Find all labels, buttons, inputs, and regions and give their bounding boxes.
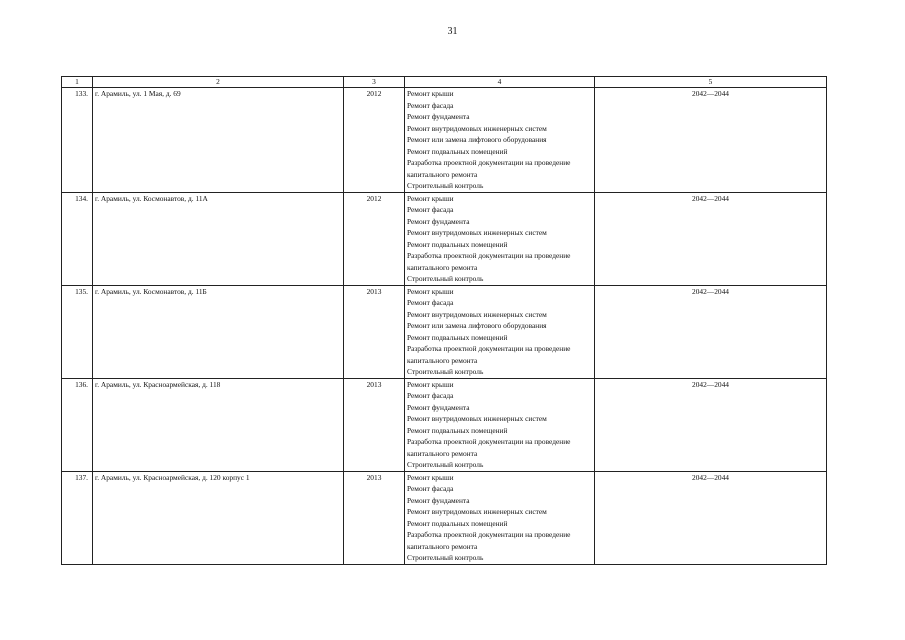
table-row: [62, 378, 827, 471]
address-cell: г. Арамиль, ул. 1 Мая, д. 69: [93, 88, 344, 193]
work-item: Ремонт крыши: [407, 193, 454, 203]
work-item: Ремонт фасада: [407, 298, 454, 307]
column-header-5: 5: [595, 77, 827, 88]
work-item: Ремонт фундамента: [407, 402, 470, 412]
work-item: Строительный контроль: [407, 274, 484, 283]
period-cell: 2042—2044: [595, 285, 827, 378]
works-cell: [405, 285, 595, 378]
work-item: Строительный контроль: [407, 181, 484, 190]
table-row: [62, 285, 827, 378]
work-item: Ремонт подвальных помещений: [407, 239, 508, 249]
work-item: Ремонт подвальных помещений: [407, 518, 508, 528]
year-cell: 2012: [344, 88, 405, 193]
work-item: Ремонт внутридомовых инженерных систем: [407, 228, 547, 237]
table-body: [62, 77, 827, 565]
work-item: Ремонт крыши: [407, 89, 454, 98]
period-cell: 2042—2044: [595, 378, 827, 471]
work-item: Ремонт фасада: [407, 205, 454, 214]
work-item: Ремонт подвальных помещений: [407, 332, 508, 342]
column-header-3: 3: [344, 77, 405, 88]
row-number-cell: 136.: [62, 378, 93, 471]
work-item: Строительный контроль: [407, 367, 484, 376]
row-number-cell: 137.: [62, 471, 93, 564]
row-number-cell: 135.: [62, 285, 93, 378]
period-cell: 2042—2044: [595, 471, 827, 564]
works-cell: [405, 192, 595, 285]
work-item: Ремонт внутридомовых инженерных систем: [407, 414, 547, 423]
column-header-2: 2: [93, 77, 344, 88]
table-row: [62, 88, 827, 193]
table-row: [62, 192, 827, 285]
works-cell: [405, 378, 595, 471]
year-cell: 2013: [344, 378, 405, 471]
year-cell: 2012: [344, 192, 405, 285]
works-cell: [405, 88, 595, 193]
address-cell: г. Арамиль, ул. Красноармейская, д. 120 корпус 1: [93, 471, 344, 564]
row-number-cell: 134.: [62, 192, 93, 285]
period-cell: 2042—2044: [595, 88, 827, 193]
page-number: 31: [447, 26, 458, 37]
column-header-4: 4: [405, 77, 595, 88]
work-item: Ремонт подвальных помещений: [407, 146, 508, 156]
work-item: Ремонт или замена лифтового оборудования: [407, 321, 547, 330]
work-item: Ремонт крыши: [407, 379, 454, 389]
work-item: Разработка проектной документации на проведение капитального ремонта: [407, 251, 571, 272]
year-cell: 2013: [344, 471, 405, 564]
column-header-1: 1: [62, 77, 93, 88]
work-item: Разработка проектной документации на проведение капитального ремонта: [407, 158, 571, 179]
work-item: Ремонт фундамента: [407, 495, 470, 505]
work-item: Ремонт внутридомовых инженерных систем: [407, 309, 547, 319]
work-item: Строительный контроль: [407, 460, 484, 469]
year-cell: 2013: [344, 285, 405, 378]
address-cell: г. Арамиль, ул. Космонавтов, д. 11Б: [93, 285, 344, 378]
repair-schedule-table: [61, 76, 827, 565]
row-number-cell: 133.: [62, 88, 93, 193]
work-item: Ремонт подвальных помещений: [407, 425, 508, 435]
work-item: Ремонт крыши: [407, 472, 454, 482]
works-cell: [405, 471, 595, 564]
work-item: Ремонт или замена лифтового оборудования: [407, 135, 547, 144]
address-cell: г. Арамиль, ул. Красноармейская, д. 118: [93, 378, 344, 471]
work-item: Ремонт фундамента: [407, 216, 470, 226]
work-item: Ремонт внутридомовых инженерных систем: [407, 507, 547, 516]
work-item: Разработка проектной документации на проведение капитального ремонта: [407, 530, 571, 551]
work-item: Ремонт внутридомовых инженерных систем: [407, 123, 547, 133]
address-cell: г. Арамиль, ул. Космонавтов, д. 11А: [93, 192, 344, 285]
work-item: Ремонт фасада: [407, 391, 454, 400]
work-item: Строительный контроль: [407, 553, 484, 562]
work-item: Ремонт крыши: [407, 286, 454, 296]
work-item: Ремонт фасада: [407, 484, 454, 493]
table-header-row: [62, 77, 827, 88]
work-item: Разработка проектной документации на проведение капитального ремонта: [407, 437, 571, 458]
period-cell: 2042—2044: [595, 192, 827, 285]
work-item: Ремонт фундамента: [407, 112, 470, 121]
table-row: [62, 471, 827, 564]
work-item: Ремонт фасада: [407, 100, 454, 110]
work-item: Разработка проектной документации на проведение капитального ремонта: [407, 344, 571, 365]
